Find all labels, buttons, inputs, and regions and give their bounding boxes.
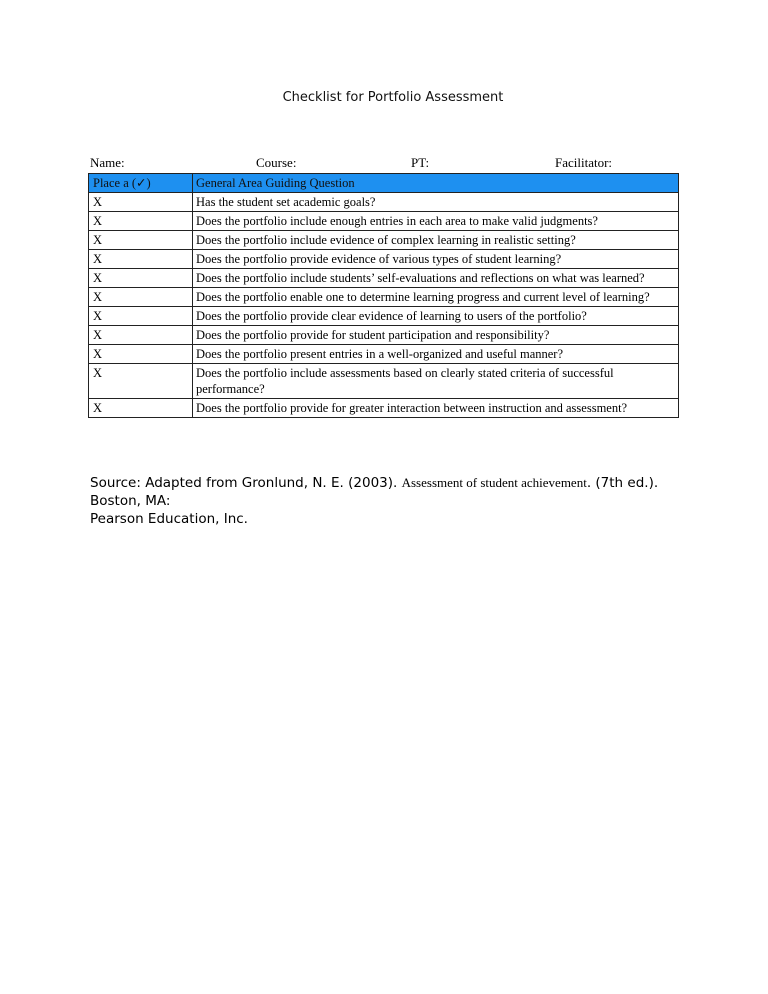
- question-cell: Does the portfolio provide evidence of various types of student learning?: [193, 250, 679, 269]
- pt-field-label: PT:: [411, 155, 430, 170]
- check-mark-cell[interactable]: X: [89, 364, 193, 399]
- table-row: [89, 345, 679, 364]
- question-cell: Does the portfolio provide for greater interaction between instruction and assessment?: [193, 399, 679, 418]
- question-cell: Does the portfolio provide for student participation and responsibility?: [193, 326, 679, 345]
- citation-prefix: Source: Adapted from Gronlund, N. E. (2003).: [90, 475, 398, 491]
- column-header-mark: Place a (✓): [89, 174, 193, 193]
- question-cell: Does the portfolio include students’ self-evaluations and reflections on what was learned?: [193, 269, 679, 288]
- question-cell: Does the portfolio provide clear evidence of learning to users of the portfolio?: [193, 307, 679, 326]
- table-row: [89, 250, 679, 269]
- table-row: [89, 269, 679, 288]
- question-cell: Does the portfolio include evidence of complex learning in realistic setting?: [193, 231, 679, 250]
- check-mark-cell[interactable]: X: [89, 231, 193, 250]
- name-field-label: Name:: [90, 155, 125, 170]
- table-header-row: [89, 174, 679, 193]
- citation-work-title: Assessment of student achievement: [401, 475, 587, 490]
- question-cell: Does the portfolio enable one to determine learning progress and current level of learning?: [193, 288, 679, 307]
- table-row: [89, 212, 679, 231]
- check-mark-cell[interactable]: X: [89, 193, 193, 212]
- check-mark-cell[interactable]: X: [89, 250, 193, 269]
- header-fields: [90, 155, 680, 173]
- question-cell: Does the portfolio present entries in a well-organized and useful manner?: [193, 345, 679, 364]
- check-mark-cell[interactable]: X: [89, 269, 193, 288]
- citation-publisher: Pearson Education, Inc.: [90, 511, 248, 527]
- course-field-label: Course:: [256, 155, 297, 170]
- citation-suffix: . (7th ed.). Boston, MA:: [90, 475, 659, 509]
- question-cell: Does the portfolio include enough entries in each area to make valid judgments?: [193, 212, 679, 231]
- column-header-question: General Area Guiding Question: [193, 174, 679, 193]
- question-cell: Has the student set academic goals?: [193, 193, 679, 212]
- facilitator-field-label: Facilitator:: [555, 155, 613, 170]
- table-row: [89, 326, 679, 345]
- check-mark-cell[interactable]: X: [89, 307, 193, 326]
- table-row: [89, 288, 679, 307]
- table-row: [89, 364, 679, 399]
- check-mark-cell[interactable]: X: [89, 345, 193, 364]
- table-row: [89, 307, 679, 326]
- check-mark-cell[interactable]: X: [89, 326, 193, 345]
- check-mark-cell[interactable]: X: [89, 399, 193, 418]
- table-row: [89, 193, 679, 212]
- check-mark-cell[interactable]: X: [89, 288, 193, 307]
- table-row: [89, 399, 679, 418]
- check-mark-cell[interactable]: X: [89, 212, 193, 231]
- table-row: [89, 231, 679, 250]
- source-citation: [90, 474, 670, 528]
- checklist-table: [88, 173, 679, 418]
- page-title: Checklist for Portfolio Assessment: [282, 90, 504, 105]
- question-cell: Does the portfolio include assessments based on clearly stated criteria of successful performance?: [193, 364, 679, 399]
